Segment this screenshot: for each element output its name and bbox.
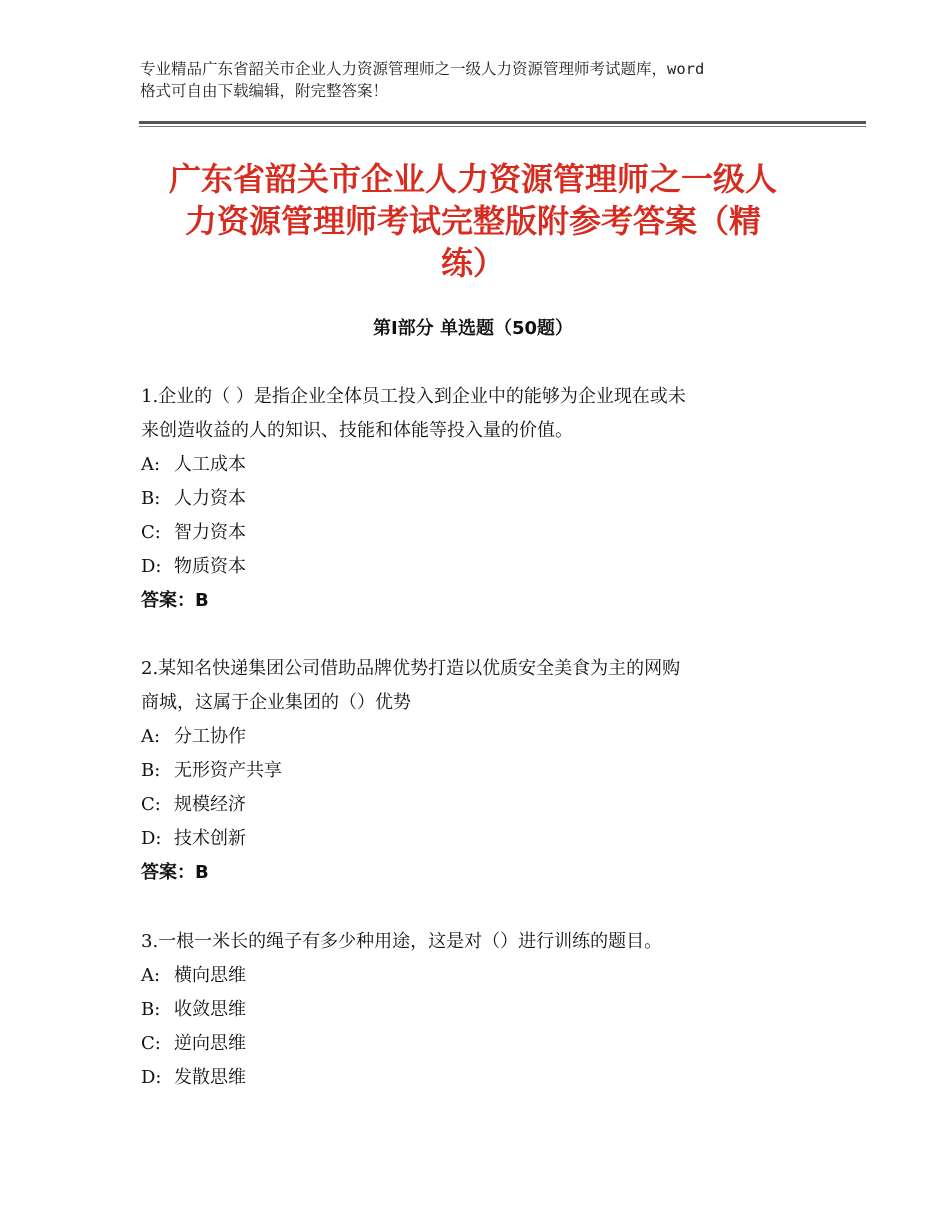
- question-stem-line: 商城，这属于企业集团的（）优势: [141, 692, 411, 713]
- option-text: 横向思维: [174, 965, 246, 986]
- option-letter: C:: [141, 794, 161, 815]
- section-title: 第Ⅰ部分 单选题（50题）: [372, 318, 573, 339]
- option-text: 发散思维: [174, 1067, 246, 1088]
- option-letter: C:: [141, 522, 161, 543]
- option-text: 人工成本: [174, 454, 246, 475]
- option-a: [141, 448, 821, 482]
- option-letter: B:: [141, 999, 161, 1020]
- option-text: 收敛思维: [174, 999, 246, 1020]
- question-stem-line: 3.一根一米长的绳子有多少种用途，这是对（）进行训练的题目。: [141, 931, 663, 952]
- question-stem-line: 来创造收益的人的知识、技能和体能等投入量的价值。: [141, 420, 573, 441]
- header-note-line-2: 格式可自由下载编辑，附完整答案！: [140, 82, 389, 100]
- option-letter: A:: [141, 454, 161, 475]
- option-text: 分工协作: [174, 726, 246, 747]
- option-text: 无形资产共享: [174, 760, 282, 781]
- option-c: [141, 788, 821, 822]
- option-c: [141, 1027, 821, 1061]
- header-divider-thin: [139, 126, 866, 127]
- header-note: [140, 58, 840, 102]
- option-letter: D:: [141, 1067, 162, 1088]
- answer-line: 答案：B: [141, 862, 209, 883]
- question-2: [141, 652, 821, 890]
- option-letter: B:: [141, 760, 161, 781]
- option-letter: A:: [141, 965, 161, 986]
- header-note-line-1: 专业精品广东省韶关市企业人力资源管理师之一级人力资源管理师考试题库，word: [140, 60, 705, 78]
- option-letter: A:: [141, 726, 161, 747]
- document-title: [140, 158, 806, 284]
- option-d: [141, 550, 821, 584]
- option-b: [141, 993, 821, 1027]
- option-letter: D:: [141, 556, 162, 577]
- question-3: [141, 925, 821, 1095]
- document-title-line-2: 力资源管理师考试完整版附参考答案（精: [184, 202, 761, 240]
- question-stem-line: 2.某知名快递集团公司借助品牌优势打造以优质安全美食为主的网购: [141, 658, 681, 679]
- option-c: [141, 516, 821, 550]
- answer-line: 答案：B: [141, 590, 209, 611]
- option-letter: B:: [141, 488, 161, 509]
- option-a: [141, 959, 821, 993]
- option-text: 逆向思维: [174, 1033, 246, 1054]
- option-letter: C:: [141, 1033, 161, 1054]
- option-text: 人力资本: [174, 488, 246, 509]
- document-title-line-1: 广东省韶关市企业人力资源管理师之一级人: [168, 160, 777, 198]
- question-stem-line: 1.企业的（ ）是指企业全体员工投入到企业中的能够为企业现在或未: [141, 386, 686, 407]
- option-d: [141, 1061, 821, 1095]
- option-text: 智力资本: [174, 522, 246, 543]
- option-text: 物质资本: [174, 556, 246, 577]
- option-b: [141, 482, 821, 516]
- option-text: 技术创新: [174, 828, 246, 849]
- document-title-line-3: 练）: [440, 244, 505, 282]
- option-d: [141, 822, 821, 856]
- option-text: 规模经济: [174, 794, 246, 815]
- option-b: [141, 754, 821, 788]
- option-a: [141, 720, 821, 754]
- header-divider-thick: [139, 121, 866, 124]
- option-letter: D:: [141, 828, 162, 849]
- question-1: [141, 380, 821, 618]
